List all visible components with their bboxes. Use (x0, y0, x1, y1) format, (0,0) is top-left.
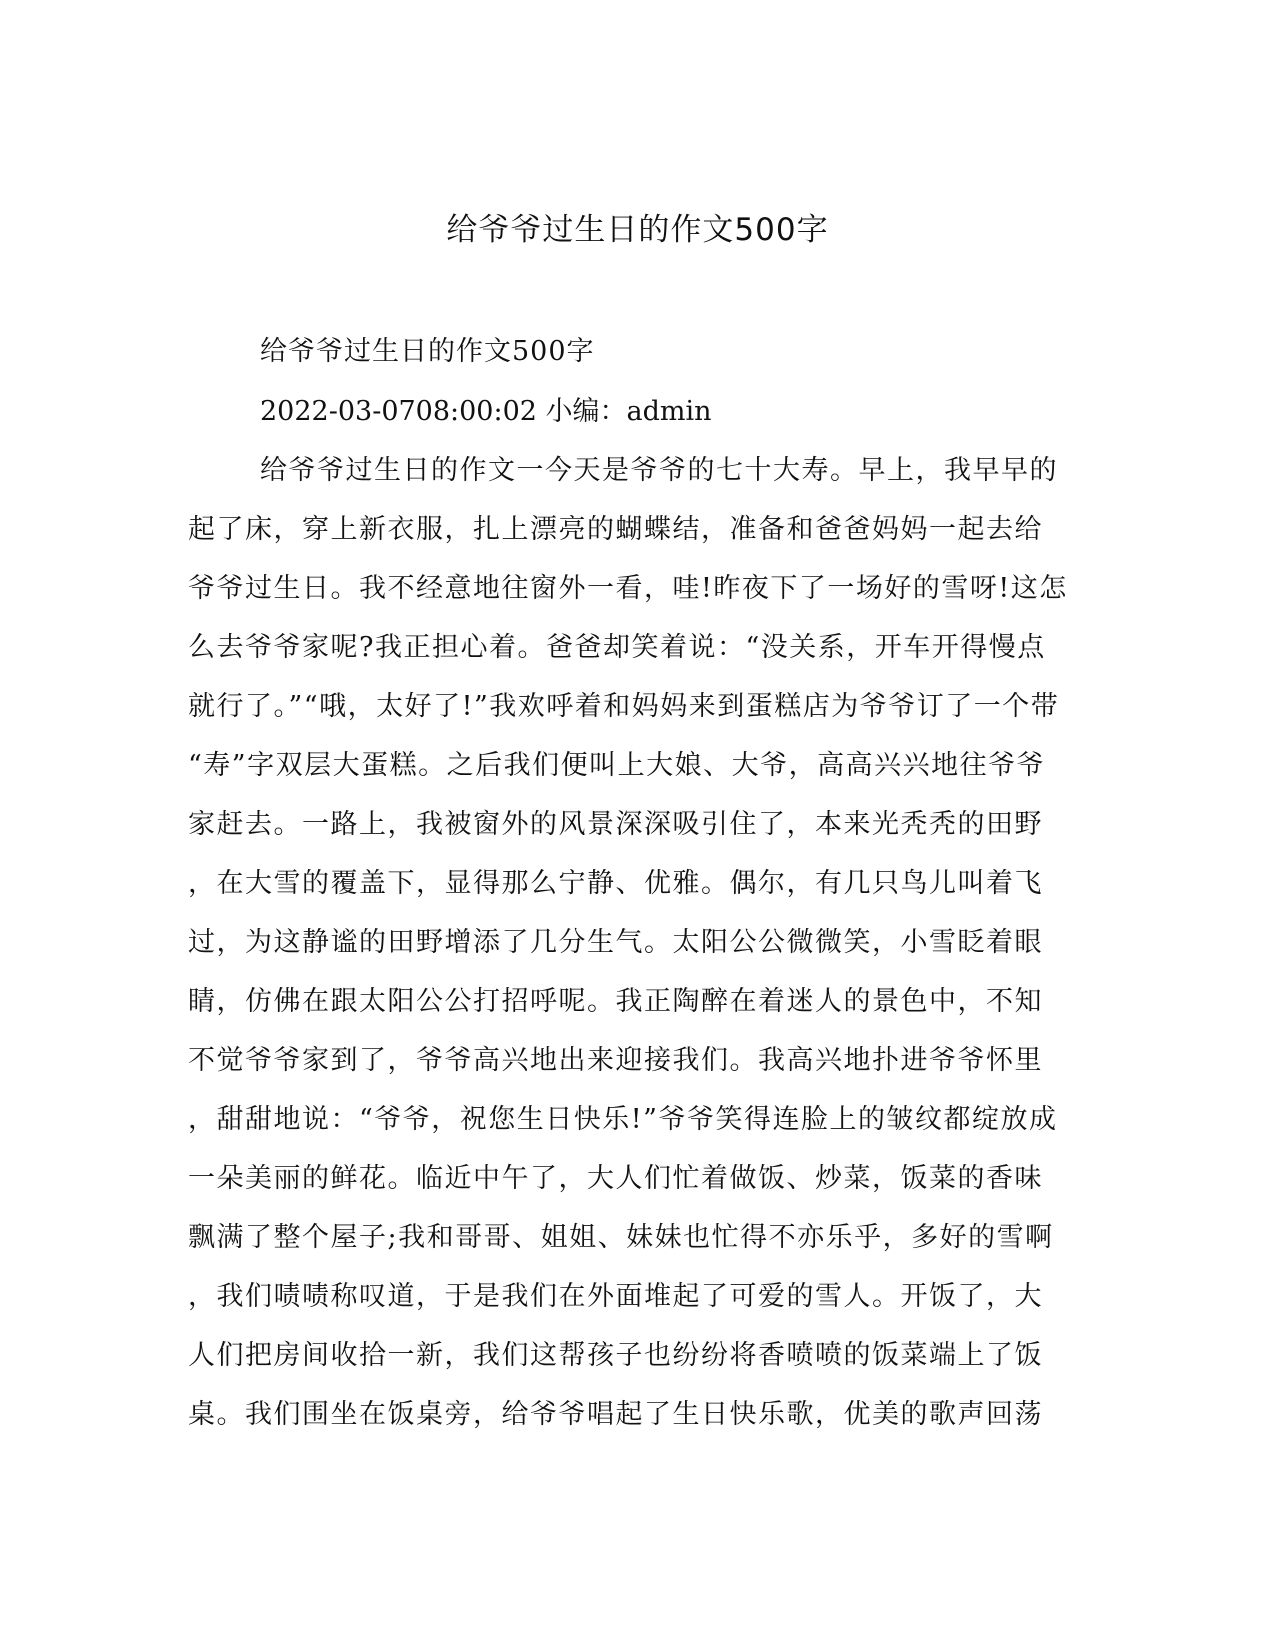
body-line: 么去爷爷家呢?我正担心着。爸爸却笑着说：“没关系，开车开得慢点 (188, 632, 1046, 663)
body-line: 一朵美丽的鲜花。临近中午了，大人们忙着做饭、炒菜，饭菜的香味 (188, 1163, 1043, 1194)
body-line: 飘满了整个屋子;我和哥哥、姐姐、妹妹也忙得不亦乐乎，多好的雪啊 (188, 1222, 1054, 1253)
body-line: 不觉爷爷家到了，爷爷高兴地出来迎接我们。我高兴地扑进爷爷怀里 (188, 1045, 1043, 1076)
body-line: ，在大雪的覆盖下，显得那么宁静、优雅。偶尔，有几只鸟儿叫着飞 (188, 868, 1043, 899)
document-meta: 2022-03-0708:00:02 小编：admin (260, 396, 712, 427)
body-line: 家赶去。一路上，我被窗外的风景深深吸引住了，本来光秃秃的田野 (188, 809, 1043, 840)
document-title: 给爷爷过生日的作文500字 (446, 212, 829, 248)
body-line: ，甜甜地说：“爷爷，祝您生日快乐!”爷爷笑得连脸上的皱纹都绽放成 (188, 1104, 1058, 1135)
body-line: 给爷爷过生日的作文一今天是爷爷的七十大寿。早上，我早早的 (260, 455, 1058, 486)
body-line: 桌。我们围坐在饭桌旁，给爷爷唱起了生日快乐歌，优美的歌声回荡 (188, 1399, 1043, 1430)
body-line: 就行了。”“哦，太好了!”我欢呼着和妈妈来到蛋糕店为爷爷订了一个带 (188, 691, 1060, 722)
document-subtitle: 给爷爷过生日的作文500字 (260, 336, 595, 367)
body-line: 起了床，穿上新衣服，扎上漂亮的蝴蝶结，准备和爸爸妈妈一起去给 (188, 514, 1043, 545)
body-line: 过，为这静谧的田野增添了几分生气。太阳公公微微笑，小雪眨着眼 (188, 927, 1043, 958)
body-line: 睛，仿佛在跟太阳公公打招呼呢。我正陶醉在着迷人的景色中，不知 (188, 986, 1043, 1017)
body-line: 爷爷过生日。我不经意地往窗外一看，哇!昨夜下了一场好的雪呀!这怎 (188, 573, 1068, 604)
body-line: ，我们啧啧称叹道，于是我们在外面堆起了可爱的雪人。开饭了，大 (188, 1281, 1043, 1312)
body-line: “寿”字双层大蛋糕。之后我们便叫上大娘、大爷，高高兴兴地往爷爷 (188, 750, 1046, 781)
body-line: 人们把房间收拾一新，我们这帮孩子也纷纷将香喷喷的饭菜端上了饭 (188, 1340, 1043, 1371)
